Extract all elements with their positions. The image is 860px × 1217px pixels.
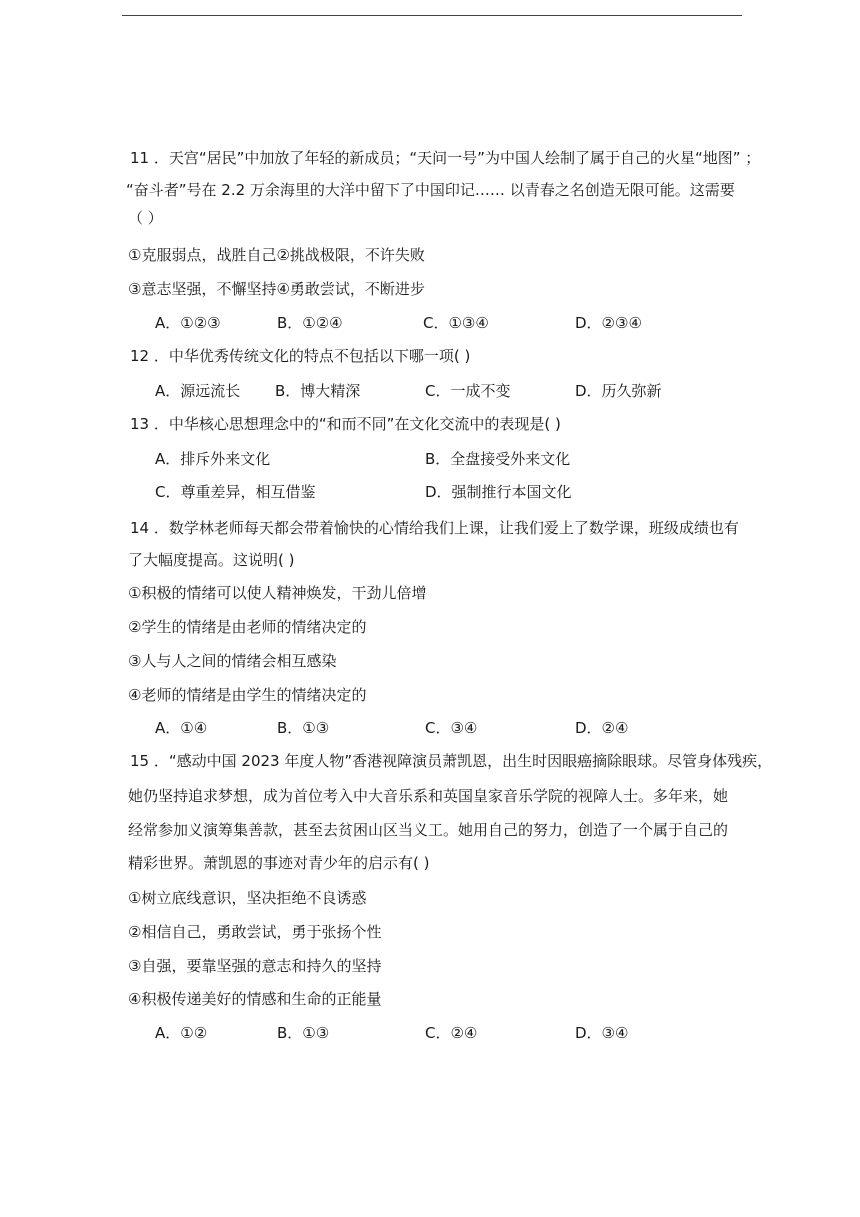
statement: ③意志坚强，不懈坚持④勇敢尝试，不断进步	[128, 280, 425, 298]
option-b: B．①③	[277, 1024, 330, 1042]
option-b: B．博大精深	[275, 382, 361, 400]
option-b: B．全盘接受外来文化	[425, 450, 571, 468]
statement: ③人与人之间的情绪会相互感染	[128, 652, 337, 670]
question-stem: 13 ．中华核心思想理念中的“和而不同”在文化交流中的表现是( )	[130, 415, 561, 433]
statement: ①树立底线意识，坚决拒绝不良诱惑	[128, 889, 367, 907]
option-b: B．①③	[277, 719, 330, 737]
option-d: D．③④	[575, 1024, 629, 1042]
question-stem: 11 ．天宫“居民”中加放了年轻的新成员；“天问一号”为中国人绘制了属于自己的火星“地图” ；	[130, 149, 761, 167]
answer-blank: （ ）	[128, 209, 163, 227]
statement: ①克服弱点，战胜自己②挑战极限，不许失败	[128, 246, 425, 264]
question-stem: 她仍坚持追求梦想，成为首位考入中大音乐系和英国皇家音乐学院的视障人士。多年来，她	[128, 787, 729, 805]
option-a: A．排斥外来文化	[155, 450, 271, 468]
option-c: C．尊重差异，相互借鉴	[155, 483, 316, 501]
question-stem: “奋斗者”号在 2.2 万余海里的大洋中留下了中国印记…… 以青春之名创造无限可能。这需要	[126, 181, 735, 199]
header-rule	[122, 15, 742, 16]
statement: ②相信自己，勇敢尝试，勇于张扬个性	[128, 923, 382, 941]
question-stem: 14 ．数学林老师每天都会带着愉快的心情给我们上课，让我们爱上了数学课，班级成绩也有	[130, 519, 739, 537]
question-stem: 15 ．“感动中国 2023 年度人物”香港视障演员萧凯恩，出生时因眼癌摘除眼球。尽管身体残疾，	[130, 752, 773, 770]
option-b: B．①②④	[277, 314, 343, 332]
option-a: A．①②③	[155, 314, 221, 332]
option-c: C．②④	[425, 1024, 478, 1042]
question-stem: 12 ．中华优秀传统文化的特点不包括以下哪一项( )	[130, 347, 471, 365]
option-d: D．历久弥新	[575, 382, 662, 400]
option-a: A．源远流长	[155, 382, 241, 400]
option-a: A．①④	[155, 719, 208, 737]
question-stem: 了大幅度提高。这说明( )	[128, 551, 295, 569]
statement: ③自强，要靠坚强的意志和持久的坚持	[128, 957, 382, 975]
statement: ①积极的情绪可以使人精神焕发，干劲儿倍增	[128, 584, 427, 602]
option-d: D．②④	[575, 719, 629, 737]
statement: ②学生的情绪是由老师的情绪决定的	[128, 618, 367, 636]
option-c: C．①③④	[423, 314, 489, 332]
statement: ④老师的情绪是由学生的情绪决定的	[128, 686, 367, 704]
statement: ④积极传递美好的情感和生命的正能量	[128, 990, 382, 1008]
option-d: D．②③④	[575, 314, 642, 332]
option-a: A．①②	[155, 1024, 208, 1042]
question-stem: 经常参加义演筹集善款，甚至去贫困山区当义工。她用自己的努力，创造了一个属于自己的	[128, 821, 729, 839]
option-d: D．强制推行本国文化	[425, 483, 572, 501]
question-stem: 精彩世界。萧凯恩的事迹对青少年的启示有( )	[128, 854, 430, 872]
option-c: C．一成不变	[425, 382, 511, 400]
option-c: C．③④	[425, 719, 478, 737]
